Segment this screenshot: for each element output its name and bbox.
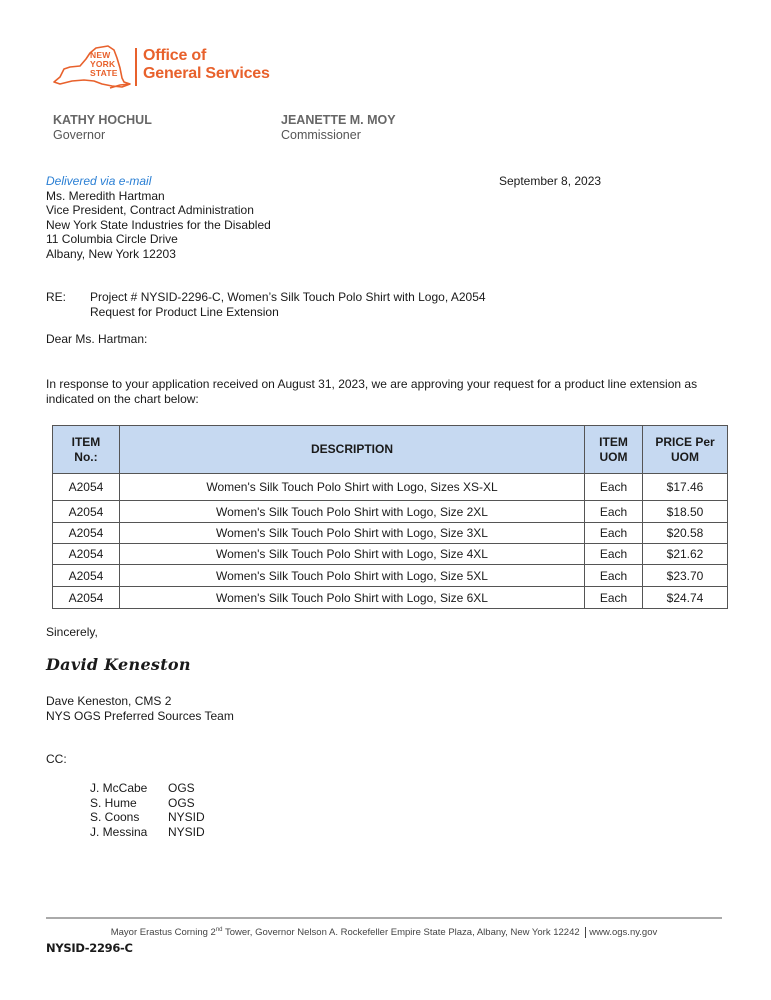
- re-line-1: Project # NYSID-2296-C, Women’s Silk Touch Polo Shirt with Logo, A2054: [90, 290, 486, 304]
- delivery-method: Delivered via e-mail: [46, 174, 152, 188]
- signer-team: NYS OGS Preferred Sources Team: [46, 708, 234, 723]
- table-row: [53, 587, 728, 609]
- cell-uom: Each: [585, 474, 643, 501]
- cell-price: $17.46: [643, 474, 728, 501]
- cell-description: Women's Silk Touch Polo Shirt with Logo, Size 4XL: [119, 544, 584, 565]
- cell-description: Women's Silk Touch Polo Shirt with Logo, Sizes XS-XL: [119, 474, 584, 501]
- recipient-block: [46, 174, 271, 261]
- cc-entry: S. Hume OGS: [90, 795, 195, 810]
- cell-description: Women's Silk Touch Polo Shirt with Logo, Size 6XL: [119, 587, 584, 609]
- cell-price: $18.50: [643, 501, 728, 523]
- re-label: RE:: [46, 290, 67, 304]
- cc-entry: S. Coons NYSID: [90, 810, 205, 824]
- cell-item: A2054: [53, 544, 120, 565]
- recipient-title: Vice President, Contract Administration: [46, 203, 254, 217]
- table-row: [53, 501, 728, 523]
- commissioner-block: [281, 113, 396, 143]
- col-header-description: DESCRIPTION: [119, 426, 584, 474]
- commissioner-title: Commissioner: [281, 128, 361, 142]
- cell-description: Women's Silk Touch Polo Shirt with Logo, Size 3XL: [119, 523, 584, 544]
- cell-price: $23.70: [643, 565, 728, 587]
- cell-item: A2054: [53, 587, 120, 609]
- product-table: [52, 425, 728, 609]
- footer-address: Mayor Erastus Corning 2nd Tower, Governor Nelson A. Rockefeller Empire State Plaza, Albany, New York 12242 www.ogs.ny.gov: [110, 927, 658, 939]
- cc-label: CC:: [46, 752, 67, 766]
- signer-name: Dave Keneston, CMS 2: [46, 694, 172, 708]
- cell-uom: Each: [585, 565, 643, 587]
- cell-item: A2054: [53, 474, 120, 501]
- governor-block: [53, 113, 152, 143]
- salutation: Dear Ms. Hartman:: [46, 332, 148, 346]
- ogs-logo: [50, 44, 280, 94]
- cell-item: A2054: [53, 501, 120, 523]
- cell-price: $20.58: [643, 523, 728, 544]
- table-row: [53, 474, 728, 501]
- table-header-row: [53, 426, 728, 474]
- re-subject: [90, 290, 486, 319]
- recipient-street: 11 Columbia Circle Drive: [46, 232, 178, 246]
- cell-uom: Each: [585, 523, 643, 544]
- commissioner-name: JEANETTE M. MOY: [281, 113, 396, 127]
- col-header-price: PRICE Per UOM: [643, 426, 728, 474]
- recipient-name: Ms. Meredith Hartman: [46, 188, 165, 203]
- logo-state-text: NEW YORK STATE: [90, 50, 118, 78]
- logo-org-name: Office of General Services: [143, 47, 270, 82]
- cell-item: A2054: [53, 523, 120, 544]
- cell-uom: Each: [585, 587, 643, 609]
- cell-uom: Each: [585, 501, 643, 523]
- table-row: [53, 544, 728, 565]
- cell-uom: Each: [585, 544, 643, 565]
- cell-price: $21.62: [643, 544, 728, 565]
- logo-divider: [135, 48, 137, 86]
- letter-date: September 8, 2023: [499, 174, 602, 188]
- cell-description: Women's Silk Touch Polo Shirt with Logo, Size 5XL: [119, 565, 584, 587]
- closing: Sincerely,: [46, 625, 98, 639]
- document-id: NYSID-2296-C: [46, 941, 133, 955]
- cc-entry: J. McCabe OGS: [90, 781, 195, 795]
- recipient-organization: New York State Industries for the Disabled: [46, 217, 271, 232]
- body-paragraph: In response to your application received on August 31, 2023, we are approving your request for a product line extension as indicated on the chart below:: [46, 377, 698, 406]
- cell-price: $24.74: [643, 587, 728, 609]
- col-header-item-no: ITEM No.:: [53, 426, 120, 474]
- table-row: [53, 523, 728, 544]
- governor-name: KATHY HOCHUL: [53, 113, 152, 127]
- col-header-uom: ITEM UOM: [585, 426, 643, 474]
- governor-title: Governor: [53, 128, 106, 142]
- cc-entry: J. Messina NYSID: [90, 824, 205, 839]
- re-line-2: Request for Product Line Extension: [90, 304, 279, 319]
- footer-separator: [585, 927, 586, 938]
- recipient-city: Albany, New York 12203: [46, 246, 176, 261]
- footer-website: www.ogs.ny.gov: [589, 927, 658, 939]
- footer-divider: [46, 917, 722, 919]
- cell-item: A2054: [53, 565, 120, 587]
- signature: David Keneston: [46, 655, 191, 674]
- table-row: [53, 565, 728, 587]
- signer-block: [46, 694, 234, 723]
- cell-description: Women's Silk Touch Polo Shirt with Logo, Size 2XL: [119, 501, 584, 523]
- cc-list: [90, 781, 205, 839]
